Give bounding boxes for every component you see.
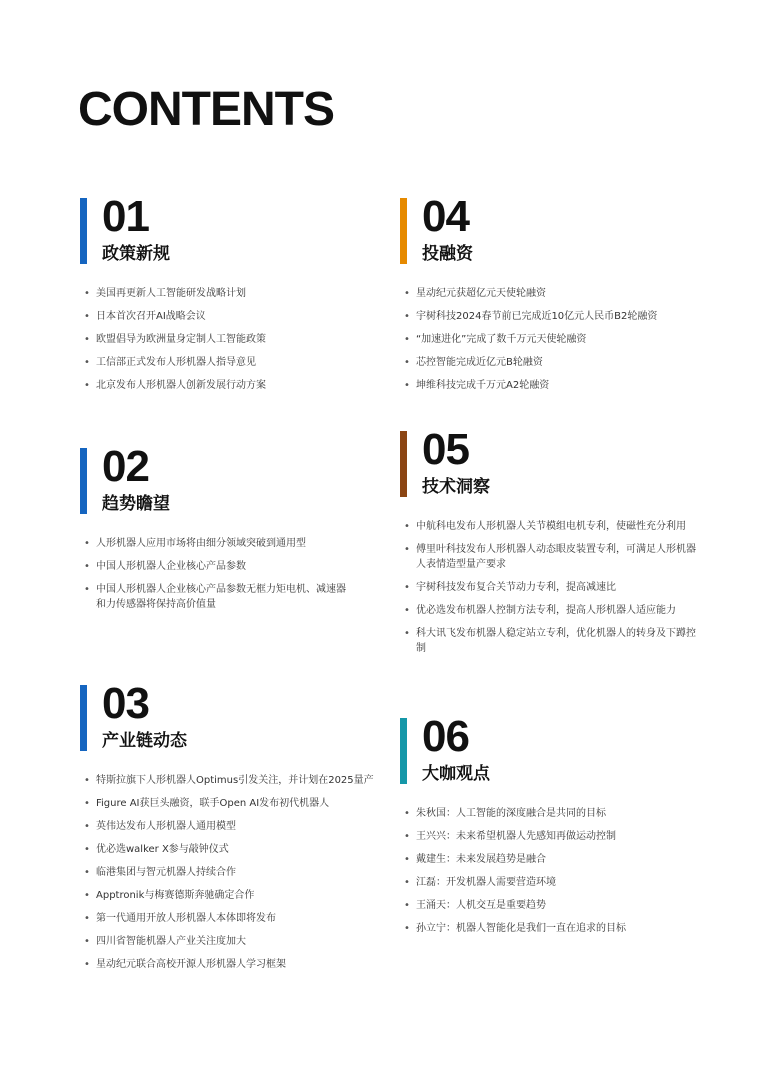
bullet-icon: • (404, 521, 410, 532)
list-item (80, 934, 390, 949)
list-item-text: 第一代通用开放人形机器人本体即将发布 (96, 913, 276, 924)
list-item-text: 英伟达发布人形机器人通用模型 (96, 821, 236, 832)
section-title: 技术洞察 (422, 477, 490, 497)
list-item (80, 309, 390, 324)
bullet-icon: • (84, 334, 90, 345)
list-item-text: 宇树科技2024春节前已完成近10亿元人民币B2轮融资 (416, 311, 658, 322)
bullet-icon: • (84, 844, 90, 855)
bullet-icon: • (404, 854, 410, 865)
list-item-text: 王涌天：人机交互是重要趋势 (416, 900, 546, 911)
section-accent-bar (400, 431, 407, 497)
list-item-text: 江磊：开发机器人需要营造环境 (416, 877, 556, 888)
list-item-text: 科大讯飞发布机器人稳定站立专利，优化机器人的转身及下蹲控制 (416, 628, 696, 654)
section-number: 01 (102, 192, 149, 241)
list-item-text: 人形机器人应用市场将由细分领域突破到通用型 (96, 538, 306, 549)
list-item (400, 355, 700, 370)
section-item-list (400, 806, 700, 936)
list-item-text: 中国人形机器人企业核心产品参数无框力矩电机、减速器和力传感器将保持高价值量 (96, 584, 346, 610)
list-item (400, 286, 700, 301)
list-item (80, 888, 390, 903)
list-item (400, 603, 696, 618)
bullet-icon: • (404, 380, 410, 391)
list-item (80, 911, 390, 926)
list-item-text: 朱秋国：人工智能的深度融合是共同的目标 (416, 808, 606, 819)
list-item-text: 戴建生：未来发展趋势是融合 (416, 854, 546, 865)
list-item (80, 842, 390, 857)
list-item (400, 898, 700, 913)
list-item-text: 中国人形机器人企业核心产品参数 (96, 561, 246, 572)
section-number: 03 (102, 679, 149, 728)
list-item (80, 773, 390, 788)
list-item-text: 北京发布人形机器人创新发展行动方案 (96, 380, 266, 391)
section-header (400, 192, 700, 264)
bullet-icon: • (84, 936, 90, 947)
bullet-icon: • (84, 357, 90, 368)
list-item (80, 286, 390, 301)
list-item (400, 542, 696, 572)
list-item-text: 坤维科技完成千万元A2轮融资 (416, 380, 550, 391)
list-item (400, 519, 696, 534)
list-item-text: “加速进化”完成了数千万元天使轮融资 (416, 334, 587, 345)
bullet-icon: • (84, 538, 90, 549)
page-title: CONTENTS (78, 83, 334, 136)
section-accent-bar (400, 198, 407, 264)
bullet-icon: • (84, 561, 90, 572)
bullet-icon: • (404, 923, 410, 934)
bullet-icon: • (404, 628, 410, 639)
bullet-icon: • (84, 311, 90, 322)
section-title: 大咖观点 (422, 764, 490, 784)
list-item (80, 378, 390, 393)
bullet-icon: • (84, 890, 90, 901)
list-item (400, 580, 696, 595)
section-header (80, 679, 390, 751)
list-item-text: Apptronik与梅赛德斯奔驰确定合作 (96, 890, 255, 901)
list-item-text: 美国再更新人工智能研发战略计划 (96, 288, 246, 299)
section-02 (80, 442, 350, 620)
list-item-text: 孙立宁：机器人智能化是我们一直在追求的目标 (416, 923, 626, 934)
bullet-icon: • (84, 775, 90, 786)
list-item (80, 582, 350, 612)
list-item (80, 865, 390, 880)
section-header (80, 442, 350, 514)
list-item-text: 中航科电发布人形机器人关节模组电机专利，使磁性充分利用 (416, 521, 686, 532)
list-item-text: 日本首次召开AI战略会议 (96, 311, 206, 322)
list-item-text: 工信部正式发布人形机器人指导意见 (96, 357, 256, 368)
list-item (80, 957, 390, 972)
bullet-icon: • (404, 334, 410, 345)
list-item (80, 355, 390, 370)
section-title: 政策新规 (102, 244, 170, 264)
bullet-icon: • (404, 357, 410, 368)
bullet-icon: • (84, 959, 90, 970)
section-accent-bar (400, 718, 407, 784)
bullet-icon: • (84, 288, 90, 299)
bullet-icon: • (404, 288, 410, 299)
section-accent-bar (80, 198, 87, 264)
list-item-text: 临港集团与智元机器人持续合作 (96, 867, 236, 878)
section-accent-bar (80, 448, 87, 514)
list-item (400, 378, 700, 393)
list-item (400, 332, 700, 347)
section-header (400, 712, 700, 784)
list-item (80, 332, 390, 347)
list-item-text: 芯控智能完成近亿元B轮融资 (416, 357, 543, 368)
section-item-list (80, 773, 390, 972)
section-header (400, 425, 696, 497)
list-item-text: 四川省智能机器人产业关注度加大 (96, 936, 246, 947)
bullet-icon: • (404, 877, 410, 888)
section-number: 02 (102, 442, 149, 491)
section-05 (400, 425, 696, 664)
list-item (400, 806, 700, 821)
list-item (400, 309, 700, 324)
section-header (80, 192, 390, 264)
list-item-text: 特斯拉旗下人形机器人Optimus引发关注，并计划在2025量产 (96, 775, 374, 786)
section-title: 趋势瞻望 (102, 494, 170, 514)
list-item (400, 852, 700, 867)
list-item (400, 875, 700, 890)
section-number: 06 (422, 712, 469, 761)
list-item-text: 傅里叶科技发布人形机器人动态眼皮装置专利，可满足人形机器人表情造型量产要求 (416, 544, 696, 570)
bullet-icon: • (84, 584, 90, 595)
list-item (400, 921, 700, 936)
bullet-icon: • (404, 831, 410, 842)
list-item (400, 829, 700, 844)
bullet-icon: • (84, 821, 90, 832)
bullet-icon: • (84, 913, 90, 924)
bullet-icon: • (84, 798, 90, 809)
section-accent-bar (80, 685, 87, 751)
section-item-list (400, 519, 696, 656)
bullet-icon: • (84, 380, 90, 391)
list-item (80, 796, 390, 811)
section-04 (400, 192, 700, 401)
list-item-text: 王兴兴：未来希望机器人先感知再做运动控制 (416, 831, 616, 842)
list-item-text: 星动纪元联合高校开源人形机器人学习框架 (96, 959, 286, 970)
section-item-list (400, 286, 700, 393)
list-item (400, 626, 696, 656)
section-item-list (80, 536, 350, 612)
section-title: 产业链动态 (102, 731, 187, 751)
section-01 (80, 192, 390, 401)
list-item-text: 优必选发布机器人控制方法专利，提高人形机器人适应能力 (416, 605, 676, 616)
list-item-text: 宇树科技发布复合关节动力专利，提高减速比 (416, 582, 616, 593)
bullet-icon: • (404, 544, 410, 555)
list-item-text: 优必选walker X参与敲钟仪式 (96, 844, 229, 855)
bullet-icon: • (404, 808, 410, 819)
section-number: 05 (422, 425, 469, 474)
bullet-icon: • (404, 605, 410, 616)
bullet-icon: • (404, 311, 410, 322)
list-item-text: 星动纪元获超亿元天使轮融资 (416, 288, 546, 299)
list-item (80, 819, 390, 834)
bullet-icon: • (404, 900, 410, 911)
bullet-icon: • (404, 582, 410, 593)
list-item (80, 536, 350, 551)
bullet-icon: • (84, 867, 90, 878)
section-06 (400, 712, 700, 944)
list-item-text: 欧盟倡导为欧洲量身定制人工智能政策 (96, 334, 266, 345)
list-item-text: Figure AI获巨头融资，联手Open AI发布初代机器人 (96, 798, 330, 809)
section-number: 04 (422, 192, 469, 241)
list-item (80, 559, 350, 574)
section-item-list (80, 286, 390, 393)
section-title: 投融资 (422, 244, 473, 264)
section-03 (80, 679, 390, 980)
